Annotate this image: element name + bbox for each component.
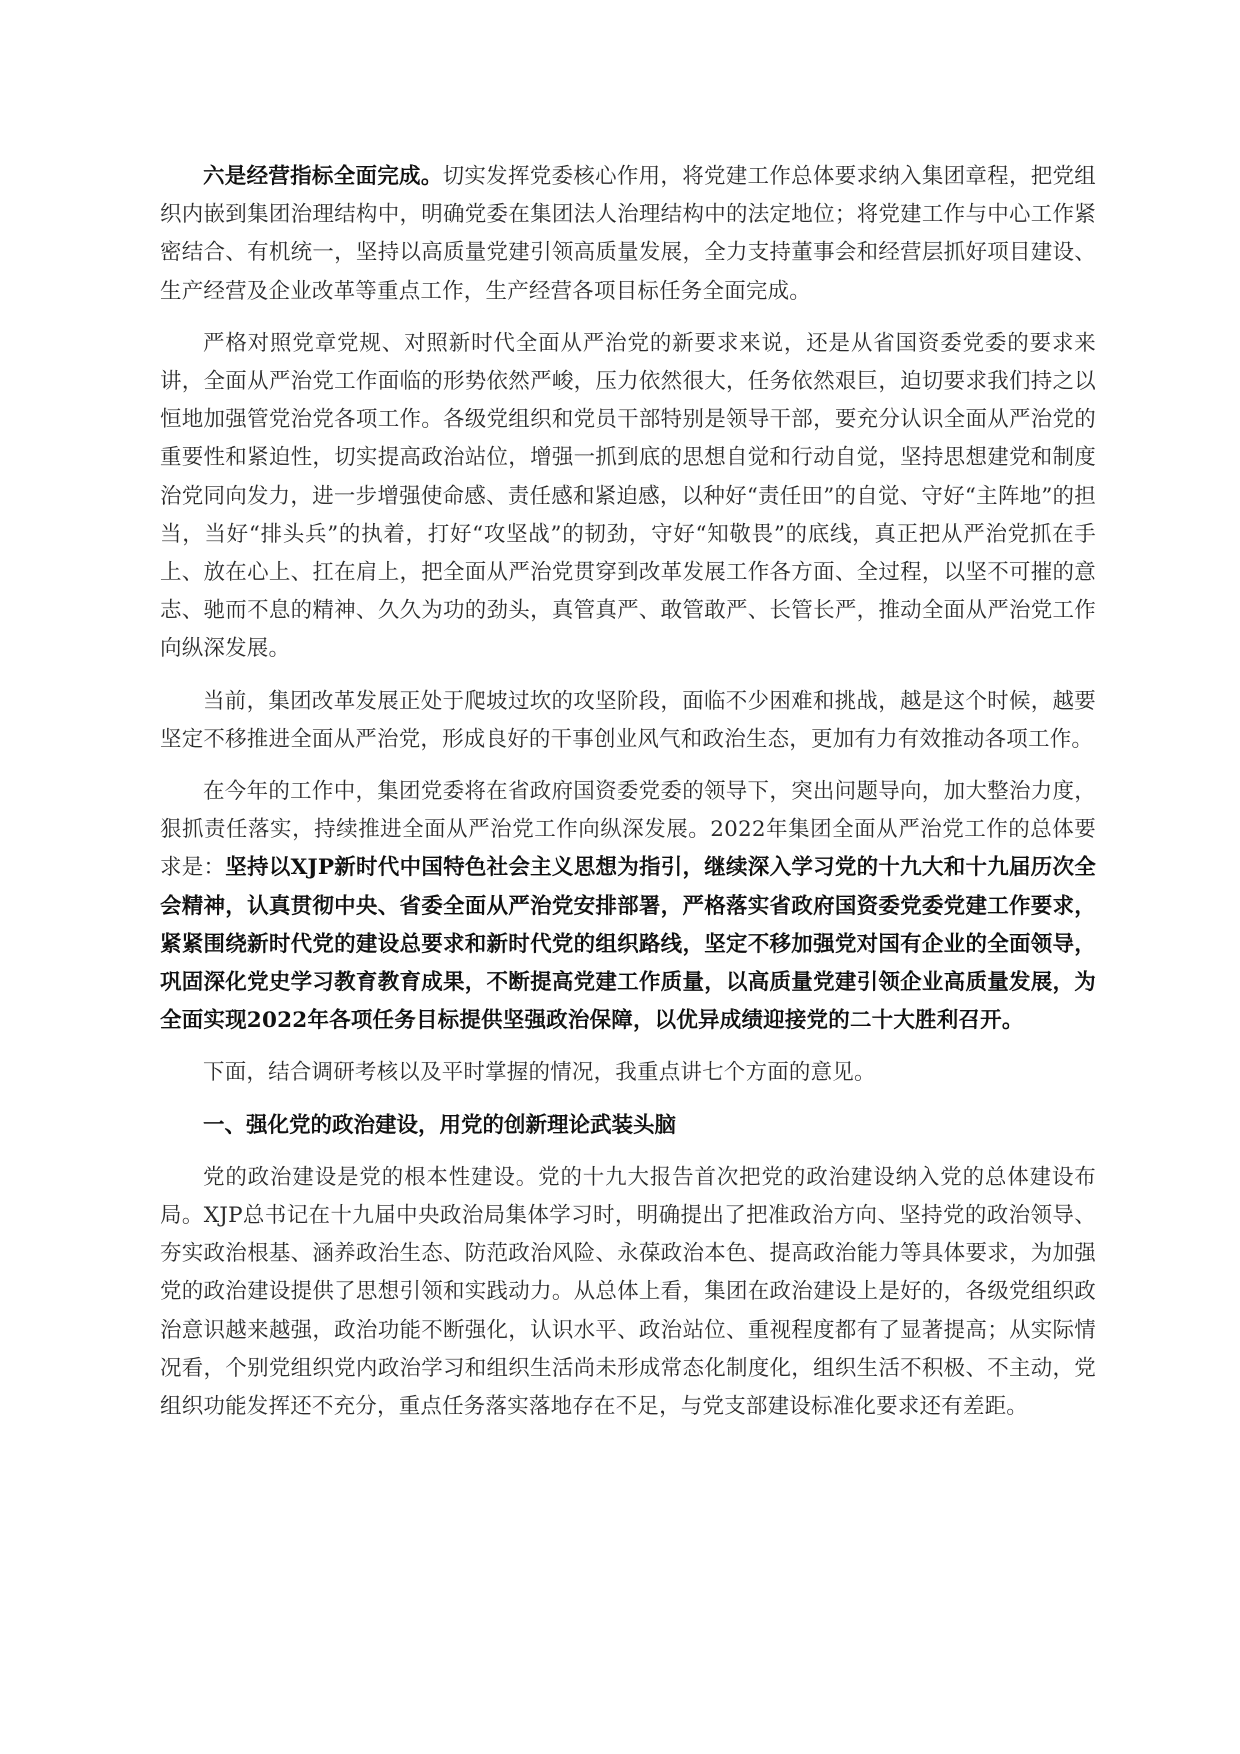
- paragraph-business-indicators: [160, 158, 1096, 311]
- section-heading-political-building: 一、强化党的政治建设，用党的创新理论武装头脑: [203, 1112, 677, 1138]
- paragraph-lead-heading: 六是经营指标全面完成。: [203, 164, 443, 189]
- paragraph-political-building: 党的政治建设是党的根本性建设。党的十九大报告首次把党的政治建设纳入党的总体建设布局。XJP总书记在十九届中央政治局集体学习时，明确提出了把准政治方向、坚持党的政治领导、夯实政治根基、涵养政治生态、防范政治风险、永葆政治本色、提高政治能力等具体要求，为加强党的政治建设提供了思想引领和实践动力。从总体上看，集团在政治建设上是好的，各级党组织政治意识越来越强，政治功能不断强化，认识水平、政治站位、重视程度都有了显著提高；从实际情况看，个别党组织党内政治学习和组织生活尚未形成常态化制度化，组织生活不积极、不主动，党组织功能发挥还不充分，重点任务落实落地存在不足，与党支部建设标准化要求还有差距。: [160, 1164, 1096, 1420]
- paragraph-body: 切实发挥党委核心作用，将党建工作总体要求纳入集团章程，把党组织内嵌到集团治理结构中，明确党委在集团法人治理结构中的法定地位；将党建工作与中心工作紧密结合、有机统一，坚持以高质量党建引领高质量发展，全力支持董事会和经营层抓好项目建设、生产经营及企业改革等重点工作，生产经营各项目标任务全面完成。: [160, 164, 1096, 304]
- paragraph-seven-aspects: 下面，结合调研考核以及平时掌握的情况，我重点讲七个方面的意见。: [203, 1060, 876, 1086]
- paragraph-body: 在今年的工作中，集团党委将在省政府国资委党委的领导下，突出问题导向，加大整治力度，狠抓责任落实，持续推进全面从严治党工作向纵深发展。2022年集团全面从严治党工作的总体要求是：: [160, 779, 1096, 881]
- paragraph-bold-requirements: 坚持以XJP新时代中国特色社会主义思想为指引，继续深入学习党的十九大和十九届历次全会精神，认真贯彻中央、省委全面从严治党安排部署，严格落实省政府国资委党委党建工作要求，紧紧围绕新时代党的建设总要求和新时代党的组织路线，坚定不移加强党对国有企业的全面领导，巩固深化党史学习教育教育成果，不断提高党建工作质量，以高质量党建引领企业高质量发展，为全面实现2022年各项任务目标提供坚强政治保障，以优异成绩迎接党的二十大胜利召开。: [160, 855, 1096, 1034]
- paragraph-overall-requirements: [160, 773, 1096, 1040]
- paragraph-strict-governance: 严格对照党章党规、对照新时代全面从严治党的新要求来说，还是从省国资委党委的要求来讲，全面从严治党工作面临的形势依然严峻，压力依然很大，任务依然艰巨，迫切要求我们持之以恒地加强管党治党各项工作。各级党组织和党员干部特别是领导干部，要充分认识全面从严治党的重要性和紧迫性，切实提高政治站位，增强一抓到底的思想自觉和行动自觉，坚持思想建党和制度治党同向发力，进一步增强使命感、责任感和紧迫感，以种好“责任田”的自觉、守好“主阵地”的担当，当好“排头兵”的执着，打好“攻坚战”的韧劲，守好“知敬畏”的底线，真正把从严治党抓在手上、放在心上、扛在肩上，把全面从严治党贯穿到改革发展工作各方面、全过程，以坚不可摧的意志、驰而不息的精神、久久为功的劲头，真管真严、敢管敢严、长管长严，推动全面从严治党工作向纵深发展。: [160, 330, 1096, 662]
- paragraph-current-situation: 当前，集团改革发展正处于爬坡过坎的攻坚阶段，面临不少困难和挑战，越是这个时候，越要坚定不移推进全面从严治党，形成良好的干事创业风气和政治生态，更加有力有效推动各项工作。: [160, 688, 1096, 752]
